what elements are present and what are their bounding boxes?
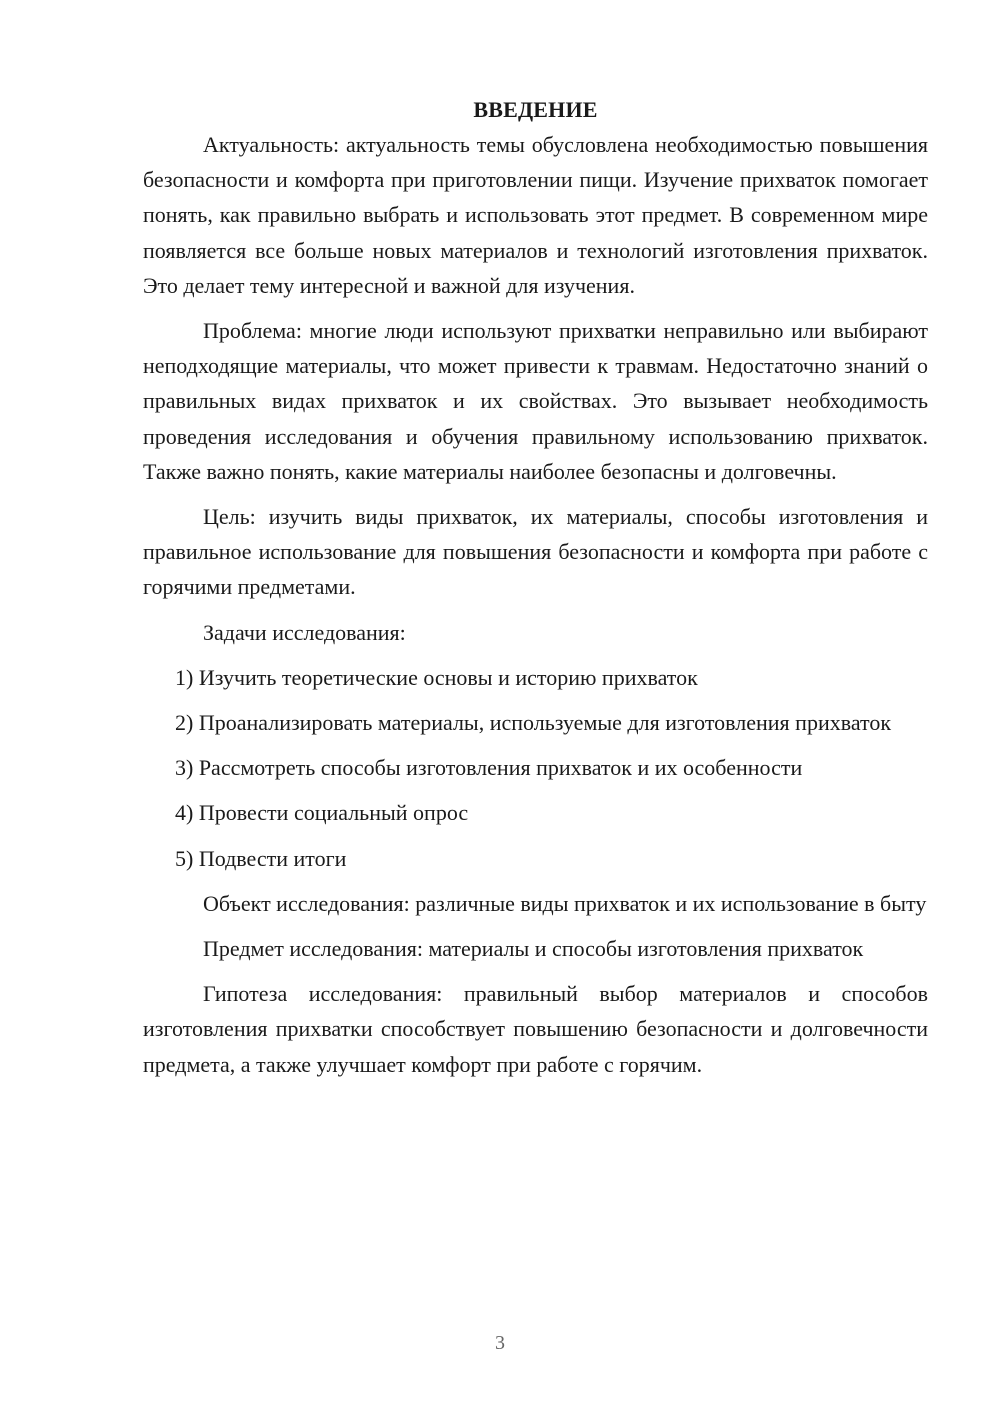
task-item-3: 3) Рассмотреть способы изготовления прихваток и их особенности [175, 755, 803, 781]
paragraph-problem: Проблема: многие люди используют прихватки неправильно или выбирают неподходящие материалы, что может привести к травмам. Недостаточно знаний о правильных видах прихваток и их свойствах. Это вызывает необходимость проведения исследования и обучения правильному использованию прихваток. Также важно понять, какие материалы наиболее безопасны и долговечны. [143, 318, 928, 484]
tasks-list [143, 660, 928, 876]
task-item-2: 2) Проанализировать материалы, используемые для изготовления прихваток [175, 710, 892, 736]
section-heading: ВВЕДЕНИЕ [473, 97, 598, 122]
tasks-label: Задачи исследования: [203, 619, 406, 645]
task-item-5: 5) Подвести итоги [175, 845, 347, 871]
page-number: 3 [495, 1332, 505, 1354]
document-page [143, 92, 928, 1082]
paragraph-subject: Предмет исследования: материалы и способы изготовления прихваток [203, 936, 864, 962]
task-item-4: 4) Провести социальный опрос [175, 800, 469, 826]
paragraph-hypothesis: Гипотеза исследования: правильный выбор материалов и способов изготовления прихватки способствует повышению безопасности и долговечности предмета, а также улучшает комфорт при работе с горячим. [143, 981, 928, 1077]
paragraph-object: Объект исследования: различные виды прихваток и их использование в быту [203, 890, 927, 916]
task-item-1: 1) Изучить теоретические основы и историю прихваток [175, 664, 698, 690]
paragraph-goal: Цель: изучить виды прихваток, их материалы, способы изготовления и правильное использование для повышения безопасности и комфорта при работе с горячими предметами. [143, 504, 928, 600]
paragraph-relevance: Актуальность: актуальность темы обусловлена необходимостью повышения безопасности и комфорта при приготовлении пищи. Изучение прихваток помогает понять, как правильно выбрать и использовать этот предмет. В современном мире появляется все больше новых материалов и технологий изготовления прихваток. Это делает тему интересной и важной для изучения. [143, 132, 928, 298]
